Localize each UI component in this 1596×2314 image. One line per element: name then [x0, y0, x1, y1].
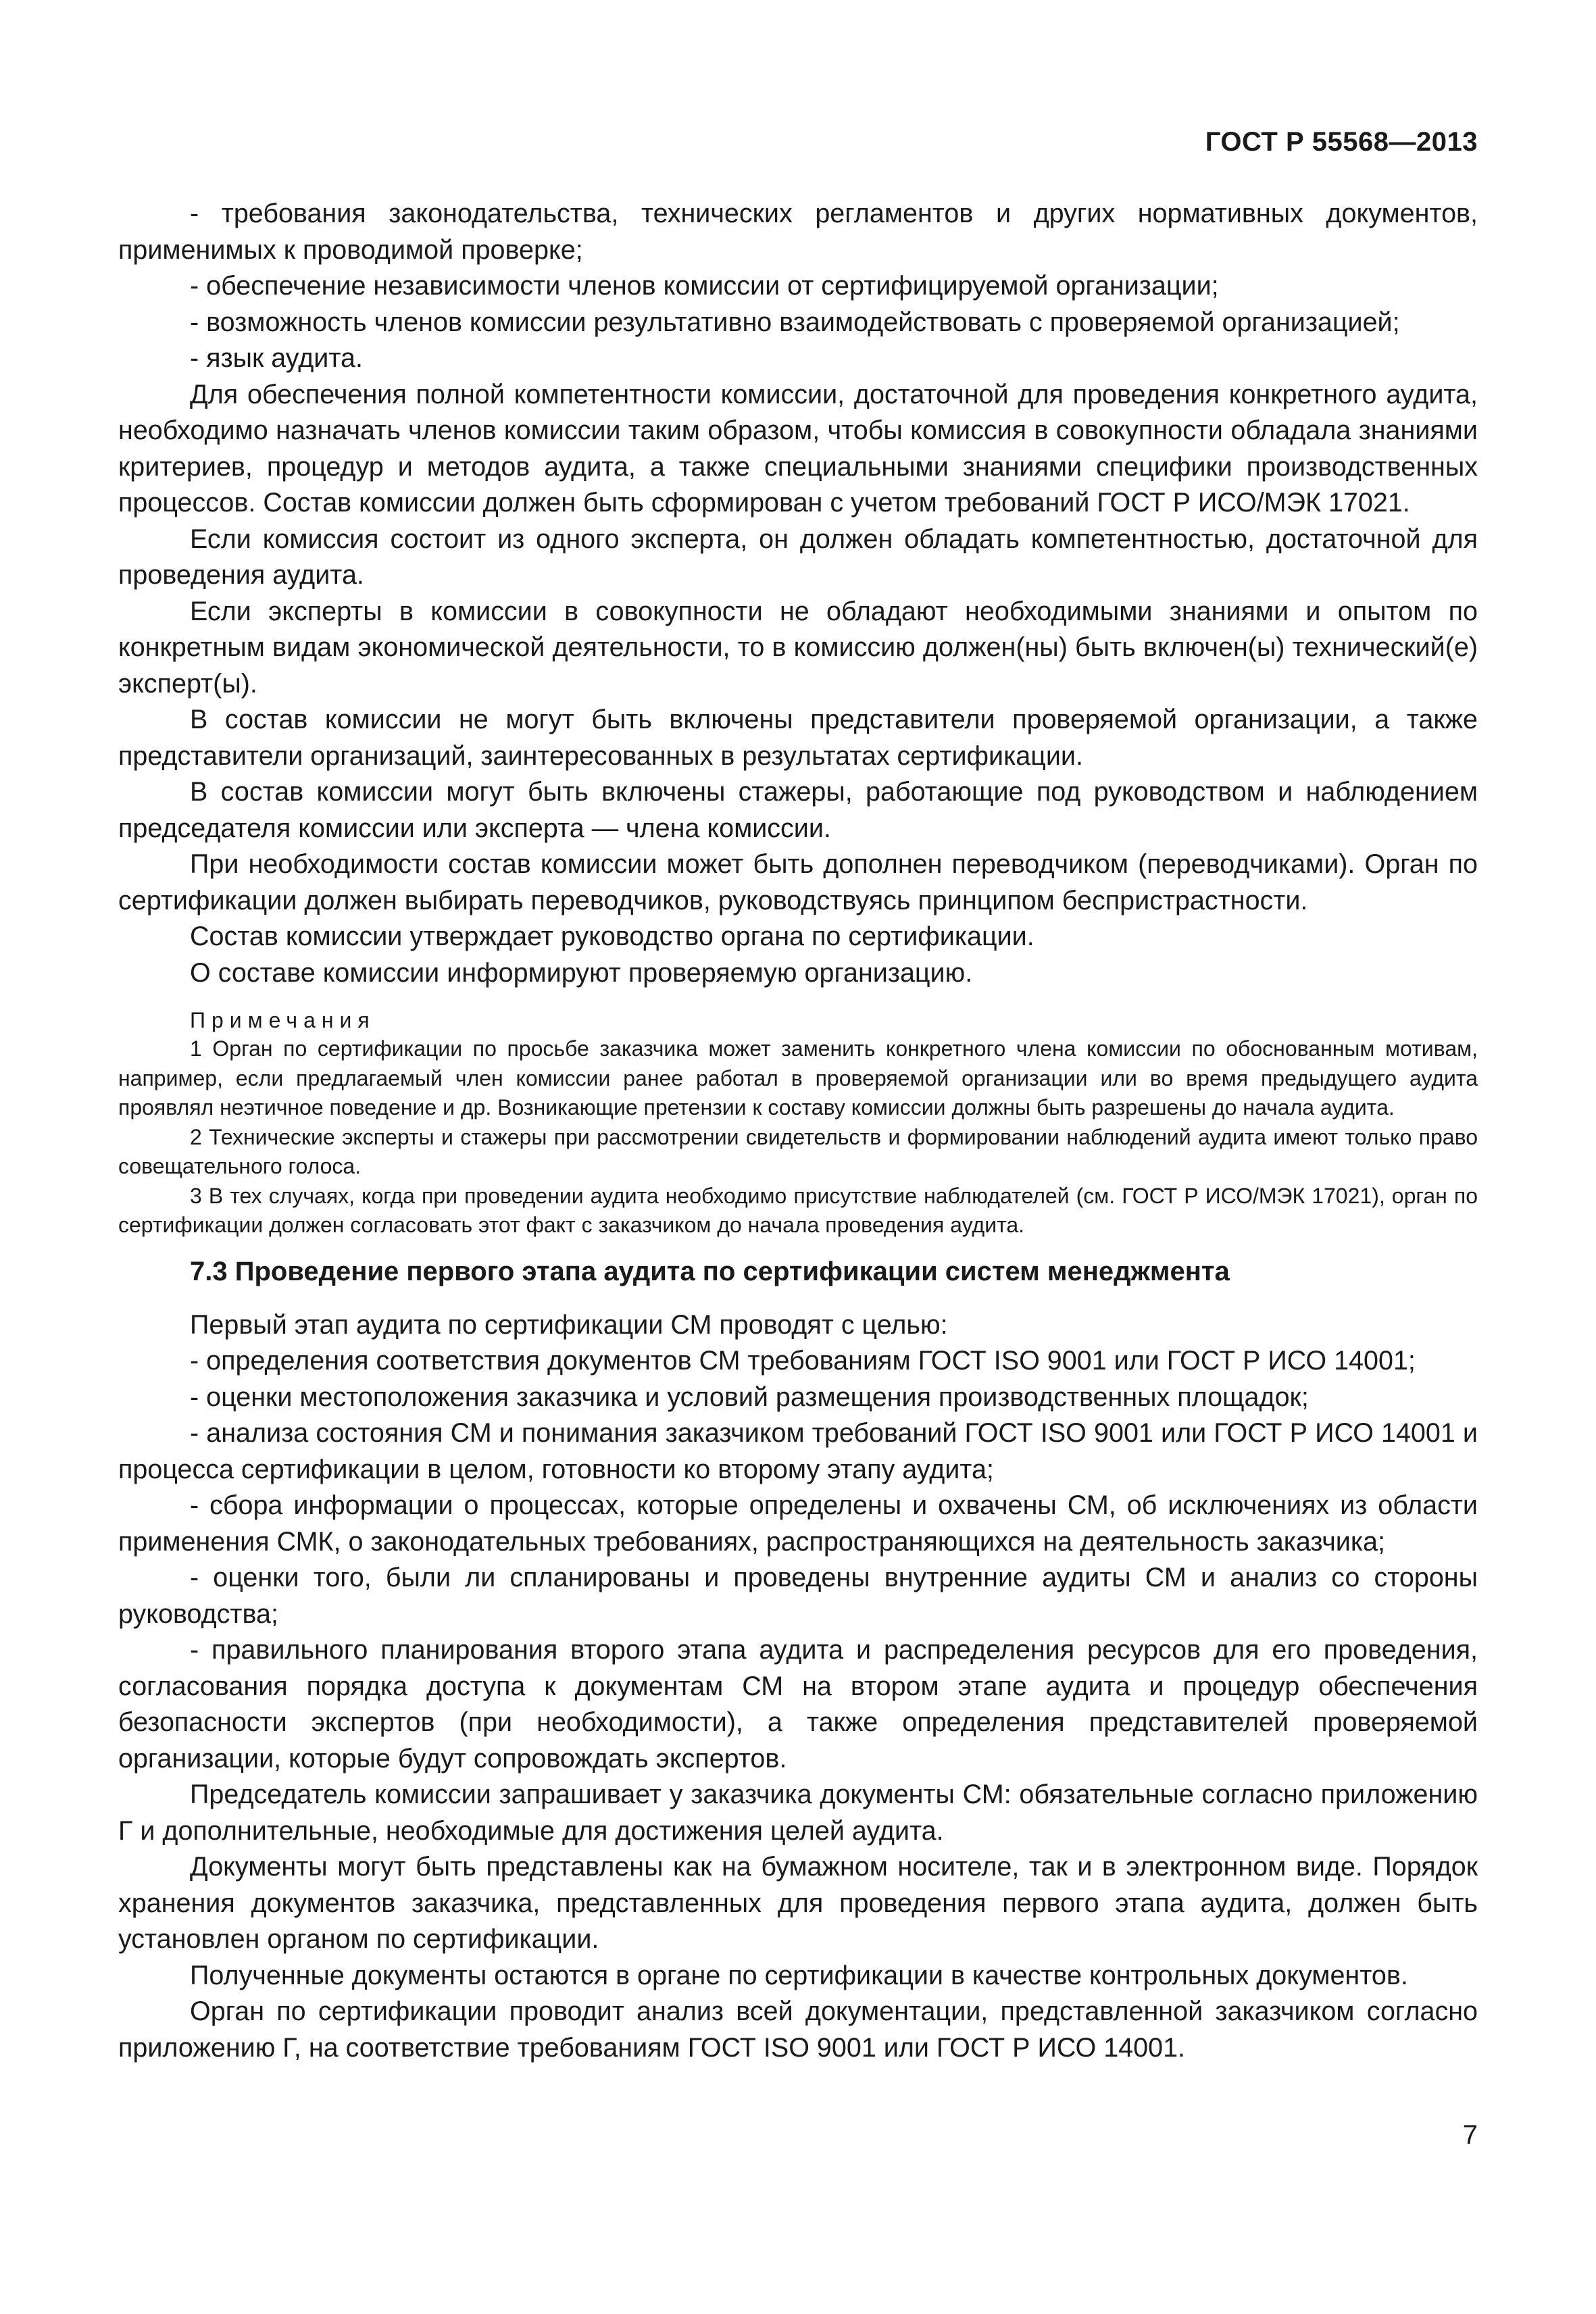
- paragraph: - требования законодательства, технических регламентов и других нормативных документов, применимых к проводимой проверке;: [118, 199, 1478, 265]
- paragraph: О составе комиссии информируют проверяемую организацию.: [190, 957, 973, 988]
- notes-block: [118, 1006, 1478, 1240]
- paragraph: - сбора информации о процессах, которые определены и охвачены СМ, об исключениях из области применения СМК, о законодательных требованиях, распространяющихся на деятельность заказчика;: [118, 1490, 1478, 1557]
- paragraph: Полученные документы остаются в органе по сертификации в качестве контрольных документов.: [190, 1960, 1408, 1990]
- paragraph: - правильного планирования второго этапа аудита и распределения ресурсов для его проведения, согласования порядка доступа к документам СМ на втором этапе аудита и процедур обеспечения безопасности экспертов (при необходимости), а также определения представителей проверяемой организации, которые будут сопровождать экспертов.: [118, 1635, 1478, 1774]
- document-body: [118, 196, 1478, 2066]
- paragraph: Если комиссия состоит из одного эксперта, он должен обладать компетентностью, достаточной для проведения аудита.: [118, 524, 1478, 590]
- paragraph: Первый этап аудита по сертификации СМ проводят с целью:: [190, 1309, 948, 1340]
- paragraph: - обеспечение независимости членов комиссии от сертифицируемой организации;: [190, 271, 1219, 301]
- paragraph: Состав комиссии утверждает руководство органа по сертификации.: [190, 922, 1034, 951]
- page-number: 7: [1462, 2120, 1478, 2150]
- note-item: 1 Орган по сертификации по просьбе заказчика может заменить конкретного члена комиссии по обоснованным мотивам, например, если предлагаемый член комиссии ранее работал в проверяемой организации или во время предыдущего аудита проявлял неэтичное поведение и др. Возникающие претензии к составу комиссии должны быть разрешены до начала аудита.: [118, 1036, 1478, 1120]
- paragraph: - оценки местоположения заказчика и условий размещения производственных площадок;: [190, 1382, 1309, 1412]
- notes-title: Примечания: [190, 1008, 376, 1032]
- paragraph: Документы могут быть представлены как на бумажном носителе, так и в электронном виде. Порядок хранения документов заказчика, представленных для проведения первого этапа аудита, должен быть установлен органом по сертификации.: [118, 1852, 1478, 1954]
- paragraph: Для обеспечения полной компетентности комиссии, достаточной для проведения конкретного аудита, необходимо назначать членов комиссии таким образом, чтобы комиссия в совокупности обладала знаниями критериев, процедур и методов аудита, а также специальными знаниями специфики производственных процессов. Состав комиссии должен быть сформирован с учетом требований ГОСТ Р ИСО/МЭК 17021.: [118, 379, 1478, 518]
- document-header: ГОСТ Р 55568—2013: [1205, 127, 1478, 157]
- paragraph: В состав комиссии не могут быть включены представители проверяемой организации, а также представители организаций, заинтересованных в результатах сертификации.: [118, 705, 1478, 771]
- paragraph: - язык аудита.: [190, 343, 363, 373]
- paragraph: Если эксперты в комиссии в совокупности не обладают необходимыми знаниями и опытом по конкретным видам экономической деятельности, то в комиссию должен(ны) быть включен(ы) технический(е) эксперт(ы).: [118, 596, 1478, 699]
- note-item: 2 Технические эксперты и стажеры при рассмотрении свидетельств и формировании наблюдений аудита имеют только право совещательного голоса.: [118, 1124, 1478, 1178]
- section-paragraphs: [118, 1307, 1478, 2067]
- paragraph: Орган по сертификации проводит анализ всей документации, представленной заказчиком согласно приложению Г, на соответствие требованиям ГОСТ ISO 9001 или ГОСТ Р ИСО 14001.: [118, 1996, 1478, 2063]
- paragraph: Председатель комиссии запрашивает у заказчика документы СМ: обязательные согласно приложению Г и дополнительные, необходимые для достижения целей аудита.: [118, 1780, 1478, 1846]
- paragraph: - анализа состояния СМ и понимания заказчиком требований ГОСТ ISO 9001 или ГОСТ Р ИСО 14001 и процесса сертификации в целом, готовности ко второму этапу аудита;: [118, 1418, 1478, 1484]
- paragraph: - оценки того, были ли спланированы и проведены внутренние аудиты СМ и анализ со стороны руководства;: [118, 1563, 1478, 1629]
- section-heading: 7.3 Проведение первого этапа аудита по сертификации систем менеджмента: [190, 1256, 1230, 1286]
- paragraph: При необходимости состав комиссии может быть дополнен переводчиком (переводчиками). Орган по сертификации должен выбирать переводчиков, руководствуясь принципом беспристрастности.: [118, 849, 1478, 915]
- paragraph: В состав комиссии могут быть включены стажеры, работающие под руководством и наблюдением председателя комиссии или эксперта — члена комиссии.: [118, 777, 1478, 843]
- paragraph: - определения соответствия документов СМ требованиям ГОСТ ISO 9001 или ГОСТ Р ИСО 14001;: [190, 1346, 1416, 1376]
- paragraphs-top: [118, 196, 1478, 991]
- paragraph: - возможность членов комиссии результативно взаимодействовать с проверяемой организацией;: [190, 307, 1400, 337]
- note-item: 3 В тех случаях, когда при проведении аудита необходимо присутствие наблюдателей (см. ГОСТ Р ИСО/МЭК 17021), орган по сертификации должен согласовать этот факт с заказчиком до начала проведения аудита.: [118, 1183, 1478, 1237]
